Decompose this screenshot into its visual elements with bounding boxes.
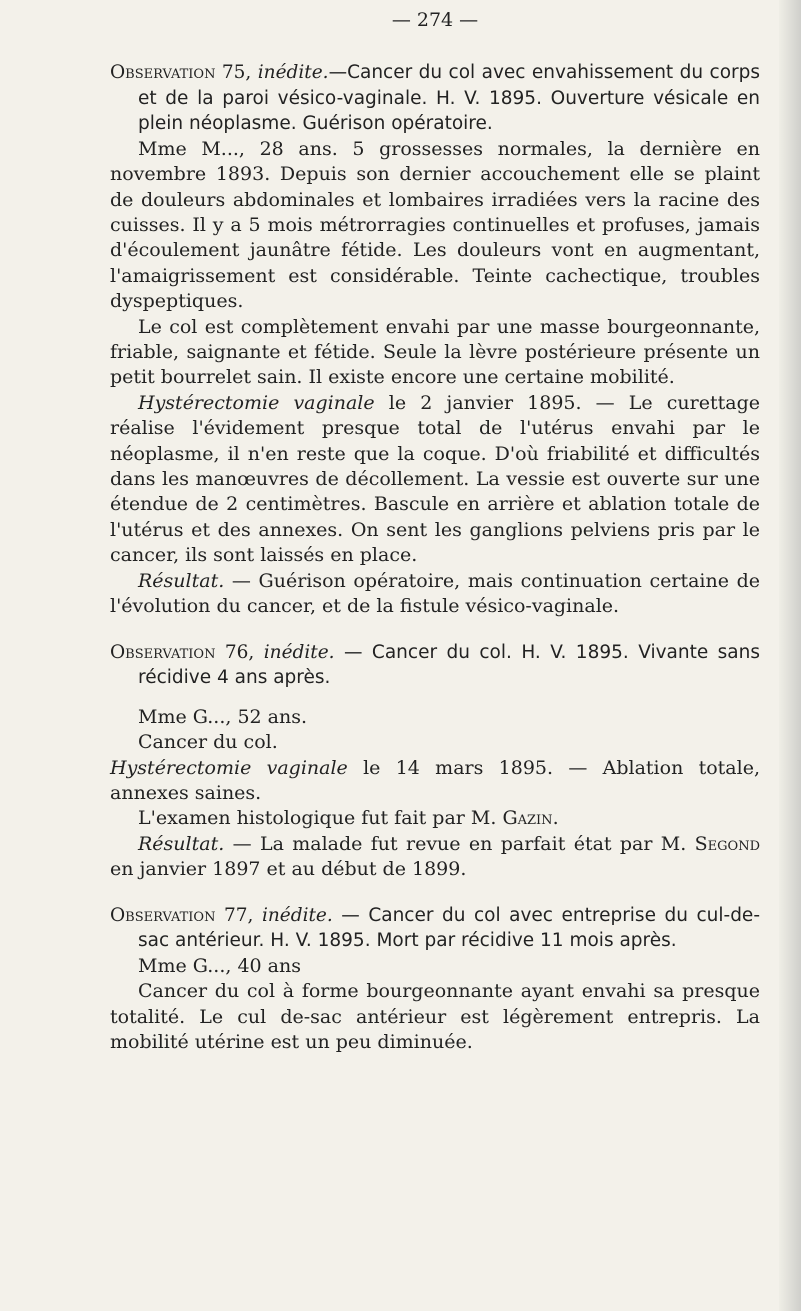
observation-75-label: Observation 75, xyxy=(110,62,252,83)
observation-76-operation xyxy=(110,756,760,807)
page-number: — 274 — xyxy=(391,9,479,31)
observation-75-inedite: inédite. xyxy=(257,62,329,83)
observation-77-patient: Mme G..., 40 ans xyxy=(138,954,301,977)
observation-75-heading xyxy=(110,60,760,137)
observation-76-operation-label: Hystérectomie vaginale xyxy=(110,756,348,779)
observation-75-operation xyxy=(110,391,760,569)
observation-76-result-text: — La malade fut revue en parfait état par M. xyxy=(224,832,695,855)
observation-77-label: Observation 77, xyxy=(110,904,254,926)
observation-76-label: Observation 76, xyxy=(110,641,255,663)
observation-76-inedite: inédite. xyxy=(263,641,335,663)
observation-76-histology-name: Gazin xyxy=(502,807,553,830)
observation-77-title: — Cancer du col avec entreprise du cul-de-sac antérieur. H. V. 1895. Mort par récidive 11 mois après. xyxy=(138,904,760,952)
observation-76-result-label: Résultat. xyxy=(138,832,225,855)
observation-75-title: —Cancer du col avec envahissement du corps et de la paroi vésico-vaginale. H. V. 1895. Ouverture vésicale en plein néoplasme. Guérison opératoire. xyxy=(138,62,760,135)
observation-76-result-name: Segond xyxy=(694,832,760,855)
observation-75-result-label: Résultat. xyxy=(138,569,225,592)
page-edge xyxy=(779,0,801,1311)
observation-76-operation-text: le 14 mars 1895. — Ablation totale, annexes saines. xyxy=(110,756,760,804)
observation-75-operation-label: Hystérectomie vaginale xyxy=(138,391,375,414)
observation-76-histology-text: L'examen histologique fut fait par M. xyxy=(138,807,503,830)
observation-77-diagnosis: Cancer du col à forme bourgeonnante ayant envahi sa presque totalité. Le cul de-sac antérieur est légèrement entrepris. La mobilité utérine est un peu diminuée. xyxy=(110,980,760,1053)
section-gap xyxy=(110,883,760,903)
observation-76-result-end: en janvier 1897 et au début de 1899. xyxy=(110,858,467,881)
observation-75-result-text: — Guérison opératoire, mais continuation certaine de l'évolution du cancer, et de la fistule vésico-vaginale. xyxy=(110,569,760,618)
observation-77-heading xyxy=(110,903,760,954)
observation-76-diagnosis: Cancer du col. xyxy=(138,731,278,754)
observation-77-inedite: inédite. xyxy=(261,904,333,926)
observation-76-result xyxy=(110,832,760,883)
observation-75-result xyxy=(110,569,760,620)
section-gap xyxy=(110,691,760,705)
section-gap xyxy=(110,620,760,640)
observation-76-title: — Cancer du col. H. V. 1895. Vivante sans récidive 4 ans après. xyxy=(138,641,760,689)
observation-76-histology xyxy=(110,806,760,831)
observation-76-heading xyxy=(110,640,760,691)
observation-75-history: Mme M..., 28 ans. 5 grossesses normales, la dernière en novembre 1893. Depuis son dernier accouchement elle se plaint de douleurs abdominales et lombaires irradiées vers la racine des cuisses. Il y a 5 mois métrorragies continuelles et profuses, jamais d'écoulement jaunâtre fétide. Les douleurs vont en augmentant, l'amaigrissement est considérable. Teinte cachectique, troubles dyspeptiques. xyxy=(110,137,760,313)
observation-75-exam: Le col est complètement envahi par une masse bourgeonnante, friable, saignante et fétide. Seule la lèvre postérieure présente un petit bourrelet sain. Il existe encore une certaine mobilité. xyxy=(110,315,760,389)
observation-75-operation-text: le 2 janvier 1895. — Le curettage réalise l'évidement presque total de l'utérus envahi par le néoplasme, il n'en reste que la coque. D'où friabilité et difficultés dans les manœuvres de décollement. La vessie est ouverte sur une étendue de 2 centimètres. Bascule en arrière et ablation totale de l'utérus et des annexes. On sent les ganglions pelviens pris par le cancer, ils sont laissés en place. xyxy=(110,391,760,567)
observation-76-histology-end: . xyxy=(552,807,559,830)
document-page xyxy=(110,0,760,1055)
observation-76-patient: Mme G..., 52 ans. xyxy=(138,705,308,728)
